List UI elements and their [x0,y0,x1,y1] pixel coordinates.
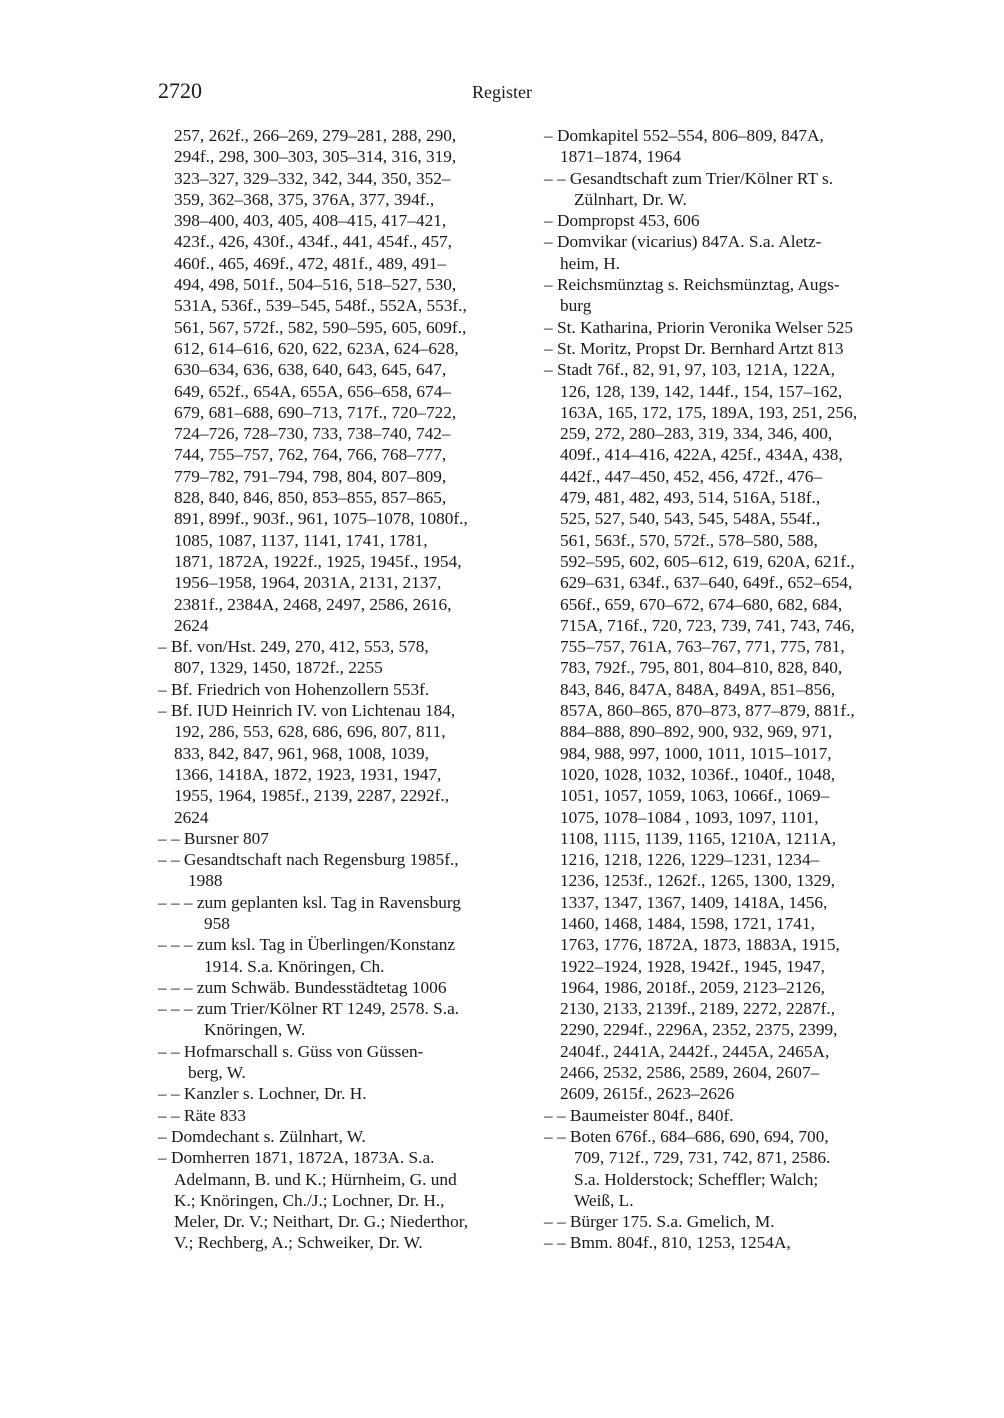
index-line: – St. Moritz, Propst Dr. Bernhard Artzt 813 [544,338,844,358]
index-line: 1871, 1872A, 1922f., 1925, 1945f., 1954, [174,551,462,571]
index-line: 715A, 716f., 720, 723, 739, 741, 743, 746, [560,615,855,635]
index-entry [544,1126,910,1211]
index-line: 1108, 1115, 1139, 1165, 1210A, 1211A, [560,828,837,848]
index-line: 984, 988, 997, 1000, 1011, 1015–1017, [560,743,832,763]
index-line: 679, 681–688, 690–713, 717f., 720–722, [174,402,457,422]
index-line: 1922–1924, 1928, 1942f., 1945, 1947, [560,956,825,976]
index-line: 1020, 1028, 1032, 1036f., 1040f., 1048, [560,764,836,784]
index-line: 2609, 2615f., 2623–2626 [560,1084,735,1104]
index-line: – Dompropst 453, 606 [544,211,700,231]
index-entry [544,274,910,317]
index-line: 460f., 465, 469f., 472, 481f., 489, 491– [174,253,447,273]
page-number: 2720 [158,78,202,103]
index-line: 833, 842, 847, 961, 968, 1008, 1039, [174,743,429,763]
index-line: Meler, Dr. V.; Neithart, Dr. G.; Niederthor, [174,1212,469,1232]
index-line: – – Gesandtschaft nach Regensburg 1985f., [158,850,459,870]
index-entry [158,892,520,935]
index-line: – – Bürger 175. S.a. Gmelich, M. [544,1212,775,1232]
index-line: 783, 792f., 795, 801, 804–810, 828, 840, [560,658,843,678]
index-line: 2466, 2532, 2586, 2589, 2604, 2607– [560,1063,820,1083]
index-line: Adelmann, B. und K.; Hürnheim, G. und [174,1169,457,1189]
index-line: – Domdechant s. Zülnhart, W. [158,1126,366,1146]
index-line: 884–888, 890–892, 900, 932, 969, 971, [560,722,833,742]
index-line: 649, 652f., 654A, 655A, 656–658, 674– [174,381,451,401]
index-entry [158,1126,520,1147]
index-entry [544,359,910,1104]
index-line: V.; Rechberg, A.; Schweiker, Dr. W. [174,1233,423,1253]
index-line: – – Räte 833 [158,1105,246,1125]
index-line: 359, 362–368, 375, 376A, 377, 394f., [174,189,435,209]
index-line: 561, 567, 572f., 582, 590–595, 605, 609f., [174,317,467,337]
index-line: – Domvikar (vicarius) 847A. S.a. Aletz- [544,232,822,252]
index-line: 2381f., 2384A, 2468, 2497, 2586, 2616, [174,594,452,614]
index-line: 1051, 1057, 1059, 1063, 1066f., 1069– [560,786,830,806]
index-line: 398–400, 403, 405, 408–415, 417–421, [174,211,447,231]
index-line: – – – zum ksl. Tag in Überlingen/Konstanz [158,935,456,955]
index-line: 442f., 447–450, 452, 456, 472f., 476– [560,466,823,486]
index-line: 1955, 1964, 1985f., 2139, 2287, 2292f., [174,786,450,806]
index-line: – – Bmm. 804f., 810, 1253, 1254A, [544,1233,791,1253]
index-line: K.; Knöringen, Ch./J.; Lochner, Dr. H., [174,1190,445,1210]
index-entry [158,934,520,977]
index-entry [544,1105,910,1126]
index-entry [158,828,520,849]
index-line: – St. Katharina, Priorin Veronika Welser 525 [544,317,853,337]
index-line: 629–631, 634f., 637–640, 649f., 652–654, [560,573,853,593]
index-entry [158,1083,520,1104]
index-line: 630–634, 636, 638, 640, 643, 645, 647, [174,360,447,380]
index-line: 1236, 1253f., 1262f., 1265, 1300, 1329, [560,871,836,891]
index-line: Zülnhart, Dr. W. [574,189,687,209]
index-line: 656f., 659, 670–672, 674–680, 682, 684, [560,594,843,614]
index-line: 2624 [174,615,209,635]
index-entry [544,1211,910,1232]
index-line: 1366, 1418A, 1872, 1923, 1931, 1947, [174,764,442,784]
index-entry [158,125,520,636]
index-line: – – – zum geplanten ksl. Tag in Ravensburg [158,892,461,912]
index-line: – Domherren 1871, 1872A, 1873A. S.a. [158,1148,435,1168]
index-line: 779–782, 791–794, 798, 804, 807–809, [174,466,447,486]
index-line: 744, 755–757, 762, 764, 766, 768–777, [174,445,447,465]
index-line: – Bf. von/Hst. 249, 270, 412, 553, 578, [158,637,429,657]
index-line: – – Baumeister 804f., 840f. [544,1105,734,1125]
index-column-right [544,125,910,1254]
index-line: 709, 712f., 729, 731, 742, 871, 2586. [574,1148,831,1168]
index-entry [158,679,520,700]
index-line: – Bf. Friedrich von Hohenzollern 553f. [158,679,430,699]
index-entry [158,849,520,892]
index-line: 323–327, 329–332, 342, 344, 350, 352– [174,168,451,188]
index-line: 592–595, 602, 605–612, 619, 620A, 621f., [560,551,855,571]
index-line: 1988 [188,871,223,891]
index-line: – – Hofmarschall s. Güss von Güssen- [158,1041,424,1061]
index-line: 612, 614–616, 620, 622, 623A, 624–628, [174,338,459,358]
index-entry [158,1041,520,1084]
index-entry [544,210,910,231]
index-line: 259, 272, 280–283, 319, 334, 346, 400, [560,424,833,444]
index-line: 1763, 1776, 1872A, 1873, 1883A, 1915, [560,935,840,955]
index-entry [544,125,910,168]
index-line: 2624 [174,807,209,827]
index-line: 163A, 165, 172, 175, 189A, 193, 251, 256, [560,402,858,422]
index-line: 192, 286, 553, 628, 686, 696, 807, 811, [174,722,446,742]
index-line: 828, 840, 846, 850, 853–855, 857–865, [174,488,447,508]
index-line: 479, 481, 482, 493, 514, 516A, 518f., [560,488,821,508]
index-line: – – Kanzler s. Lochner, Dr. H. [158,1084,367,1104]
index-entry [158,998,520,1041]
index-line: – – Gesandtschaft zum Trier/Kölner RT s. [544,168,834,188]
index-line: 423f., 426, 430f., 434f., 441, 454f., 457, [174,232,452,252]
index-line: 409f., 414–416, 422A, 425f., 434A, 438, [560,445,843,465]
index-line: – Reichsmünztag s. Reichsmünztag, Augs- [544,275,840,295]
index-line: – – Bursner 807 [158,828,269,848]
index-line: S.a. Holderstock; Scheffler; Walch; [574,1169,819,1189]
index-column-left [158,125,520,1254]
index-line: 294f., 298, 300–303, 305–314, 316, 319, [174,147,457,167]
index-line: – Bf. IUD Heinrich IV. von Lichtenau 184, [158,701,456,721]
index-line: – – – zum Trier/Kölner RT 1249, 2578. S.a. [158,999,460,1019]
index-entry [158,636,520,679]
index-line: 2404f., 2441A, 2442f., 2445A, 2465A, [560,1041,830,1061]
index-line: 1914. S.a. Knöringen, Ch. [204,956,385,976]
index-line: berg, W. [188,1063,246,1083]
index-entry [544,168,910,211]
index-line: – – – zum Schwäb. Bundesstädtetag 1006 [158,977,447,997]
index-line: 1956–1958, 1964, 2031A, 2131, 2137, [174,573,442,593]
index-line: 257, 262f., 266–269, 279–281, 288, 290, [174,126,457,145]
index-line: 1871–1874, 1964 [560,147,681,167]
index-line: – Stadt 76f., 82, 91, 97, 103, 121A, 122A, [544,360,835,380]
index-line: 843, 846, 847A, 848A, 849A, 851–856, [560,679,836,699]
index-line: heim, H. [560,253,620,273]
index-entry [544,1232,910,1253]
index-line: 724–726, 728–730, 733, 738–740, 742– [174,424,451,444]
index-line: 857A, 860–865, 870–873, 877–879, 881f., [560,701,855,721]
index-line: 1337, 1347, 1367, 1409, 1418A, 1456, [560,892,828,912]
index-entry [544,231,910,274]
index-line: 1085, 1087, 1137, 1141, 1741, 1781, [174,530,428,550]
index-line: 958 [204,913,230,933]
index-line: 1460, 1468, 1484, 1598, 1721, 1741, [560,913,815,933]
index-line: 2290, 2294f., 2296A, 2352, 2375, 2399, [560,1020,838,1040]
index-entry [544,317,910,338]
index-line: 1964, 1986, 2018f., 2059, 2123–2126, [560,977,825,997]
index-entry [158,700,520,828]
index-line: Knöringen, W. [204,1020,306,1040]
index-entry [158,977,520,998]
index-line: – Domkapitel 552–554, 806–809, 847A, [544,126,824,145]
running-head: Register [472,82,532,102]
index-entry [544,338,910,359]
index-line: 561, 563f., 570, 572f., 578–580, 588, [560,530,818,550]
index-line: burg [560,296,592,316]
index-line: 1216, 1218, 1226, 1229–1231, 1234– [560,850,820,870]
index-line: 807, 1329, 1450, 1872f., 2255 [174,658,383,678]
index-line: 525, 527, 540, 543, 545, 548A, 554f., [560,509,821,529]
index-line: 126, 128, 139, 142, 144f., 154, 157–162, [560,381,843,401]
index-line: 755–757, 761A, 763–767, 771, 775, 781, [560,637,845,657]
index-line: Weiß, L. [574,1190,634,1210]
index-line: 891, 899f., 903f., 961, 1075–1078, 1080f., [174,509,468,529]
index-line: – – Boten 676f., 684–686, 690, 694, 700, [544,1126,829,1146]
index-line: 1075, 1078–1084 , 1093, 1097, 1101, [560,807,819,827]
index-line: 531A, 536f., 539–545, 548f., 552A, 553f., [174,296,467,316]
index-entry [158,1147,520,1253]
index-line: 494, 498, 501f., 504–516, 518–527, 530, [174,275,457,295]
index-line: 2130, 2133, 2139f., 2189, 2272, 2287f., [560,999,836,1019]
index-entry [158,1105,520,1126]
